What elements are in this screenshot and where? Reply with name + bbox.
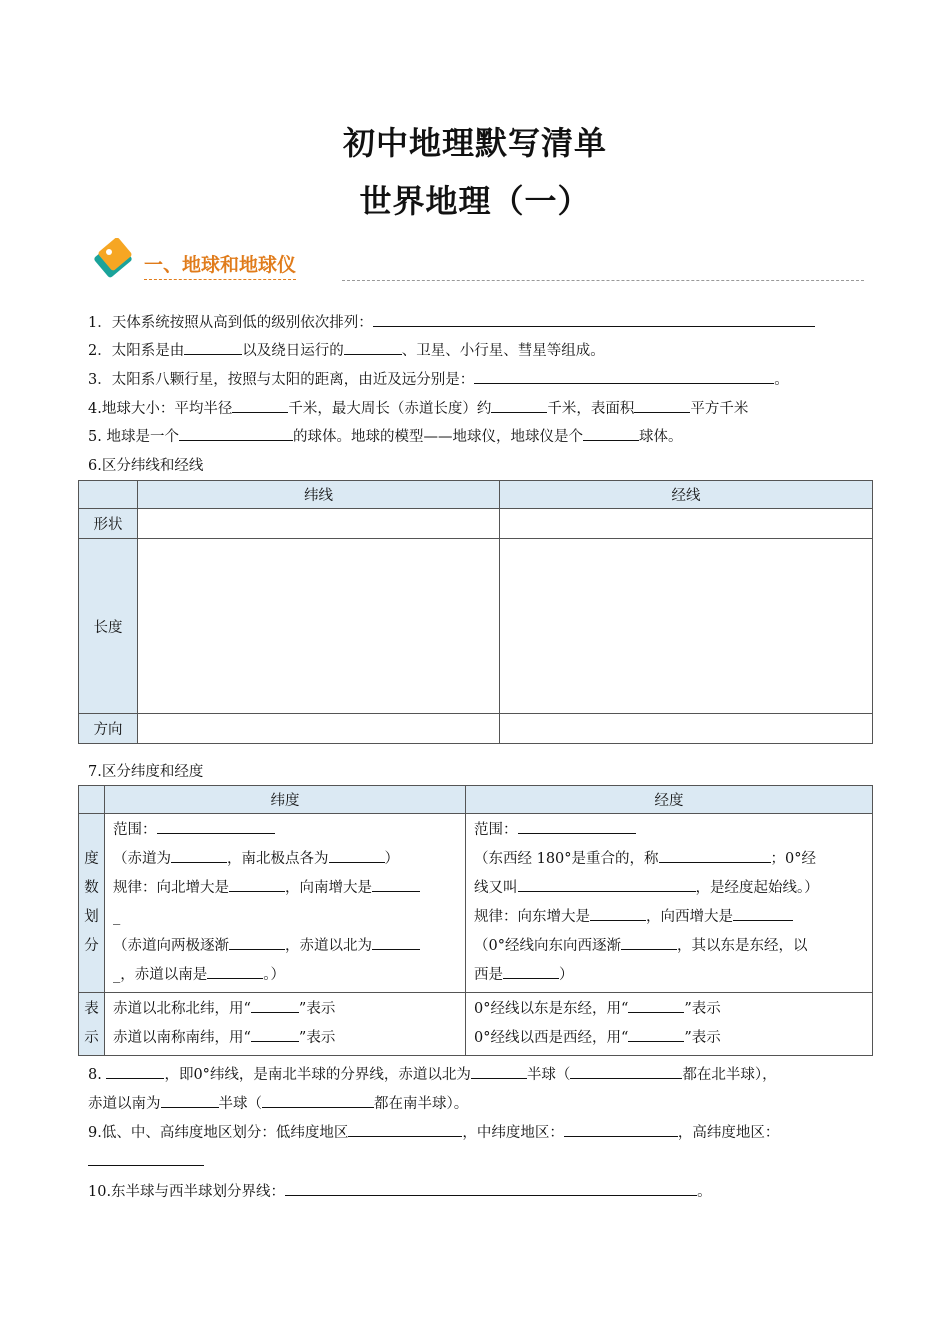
answer-blank[interactable] [329, 848, 385, 864]
table-header-latitude: 纬度 [105, 786, 466, 814]
row-head-length: 长度 [79, 539, 138, 714]
question-6-label: 6.区分纬线和经线 [88, 458, 204, 474]
answer-blank[interactable] [564, 1122, 678, 1138]
question-1: 1．天体系统按照从高到低的级别依次排列： [88, 311, 815, 332]
answer-blank[interactable] [570, 1064, 682, 1080]
table-header-longitude: 经度 [466, 786, 873, 814]
answer-blank[interactable] [491, 398, 547, 414]
section-title: 一、地球和地球仪 [144, 250, 296, 280]
answer-blank[interactable] [229, 877, 285, 893]
answer-blank[interactable] [232, 398, 288, 414]
question-9-cont [88, 1150, 204, 1170]
row-head-notation: 表 示 [79, 993, 105, 1056]
question-4: 4.地球大小：平均半径 千米，最大周长（赤道长度）约 千米，表面积 平方千米 [88, 397, 748, 418]
answer-blank[interactable] [518, 877, 696, 893]
longitude-notation-cell: 0°经线以东是东经，用“ ”表示 0°经线以西是西经，用“ ”表示 [466, 993, 873, 1056]
answer-blank[interactable] [285, 1181, 697, 1197]
answer-blank[interactable] [348, 1122, 462, 1138]
page-subtitle: 世界地理（一） [359, 182, 591, 220]
answer-cell[interactable] [138, 714, 500, 744]
answer-blank[interactable] [106, 1064, 164, 1080]
answer-blank[interactable] [733, 906, 793, 922]
answer-blank[interactable] [262, 1093, 374, 1109]
answer-blank[interactable] [161, 1093, 219, 1109]
longitude-division-cell: 范围： （东西经 180°是重合的，称 ；0°经 线又叫 ，是经度起始线。） 规律：向东增大是 ，向西增大是 （0°经线向东向西逐渐 ，其以东是东经，以 西是 ） [466, 814, 873, 993]
answer-blank[interactable] [583, 426, 639, 442]
answer-cell[interactable] [500, 714, 873, 744]
answer-blank[interactable] [373, 312, 815, 328]
answer-blank[interactable] [229, 935, 285, 951]
answer-blank[interactable] [621, 935, 677, 951]
table-lat-lon-lines [78, 480, 873, 744]
page-title: 初中地理默写清单 [342, 124, 607, 162]
section-header [92, 238, 864, 282]
answer-blank[interactable] [88, 1150, 204, 1166]
answer-blank[interactable] [628, 998, 684, 1014]
answer-blank[interactable] [659, 848, 771, 864]
answer-blank[interactable] [518, 819, 636, 835]
answer-blank[interactable] [474, 369, 774, 385]
answer-blank[interactable] [251, 998, 299, 1014]
question-10: 10.东半球与西半球划分界线： 。 [88, 1180, 712, 1201]
answer-blank[interactable] [471, 1064, 527, 1080]
answer-blank[interactable] [344, 340, 402, 356]
latitude-division-cell: 范围： （赤道为 ，南北极点各为 ） 规律：向北增大是 ，向南增大是 _ （赤道向两极逐渐 ，赤道以北为 _，赤道以南是 。） [105, 814, 466, 993]
section-divider [342, 280, 864, 281]
table-header-corner [79, 786, 105, 814]
table-header-corner [79, 481, 138, 509]
tag-icon [92, 238, 134, 280]
question-8: 8. ，即0°纬线，是南北半球的分界线，赤道以北为 半球（ 都在北半球）， [88, 1063, 777, 1084]
question-7-label: 7.区分纬度和经度 [88, 764, 204, 780]
answer-blank[interactable] [171, 848, 227, 864]
latitude-notation-cell: 赤道以北称北纬，用“ ”表示 赤道以南称南纬，用“ ”表示 [105, 993, 466, 1056]
answer-blank[interactable] [590, 906, 646, 922]
answer-blank[interactable] [503, 964, 559, 980]
row-head-direction: 方向 [79, 714, 138, 744]
row-head-degree-division: 度 数 划 分 [79, 814, 105, 993]
question-3: 3．太阳系八颗行星，按照与太阳的距离，由近及远分别是： 。 [88, 368, 789, 389]
answer-blank[interactable] [628, 1027, 684, 1043]
answer-blank[interactable] [251, 1027, 299, 1043]
answer-blank[interactable] [372, 935, 420, 951]
question-8-cont: 赤道以南为 半球（ 都在南半球）。 [88, 1092, 468, 1113]
table-latitude-longitude [78, 785, 873, 1056]
answer-cell[interactable] [138, 539, 500, 714]
question-2: 2．太阳系是由 以及绕日运行的 、卫星、小行星、彗星等组成。 [88, 339, 605, 360]
answer-blank[interactable] [184, 340, 242, 356]
question-5: 5. 地球是一个 的球体。地球的模型——地球仪，地球仪是个 球体。 [88, 425, 682, 446]
answer-cell[interactable] [500, 509, 873, 539]
answer-cell[interactable] [138, 509, 500, 539]
row-head-shape: 形状 [79, 509, 138, 539]
answer-blank[interactable] [207, 964, 263, 980]
answer-blank[interactable] [372, 877, 420, 893]
answer-cell[interactable] [500, 539, 873, 714]
answer-blank[interactable] [179, 426, 293, 442]
question-9: 9.低、中、高纬度地区划分：低纬度地区 ，中纬度地区： ，高纬度地区： [88, 1121, 779, 1142]
answer-blank[interactable] [157, 819, 275, 835]
answer-blank[interactable] [634, 398, 690, 414]
table-header-latitude-line: 纬线 [138, 481, 500, 509]
table-header-longitude-line: 经线 [500, 481, 873, 509]
